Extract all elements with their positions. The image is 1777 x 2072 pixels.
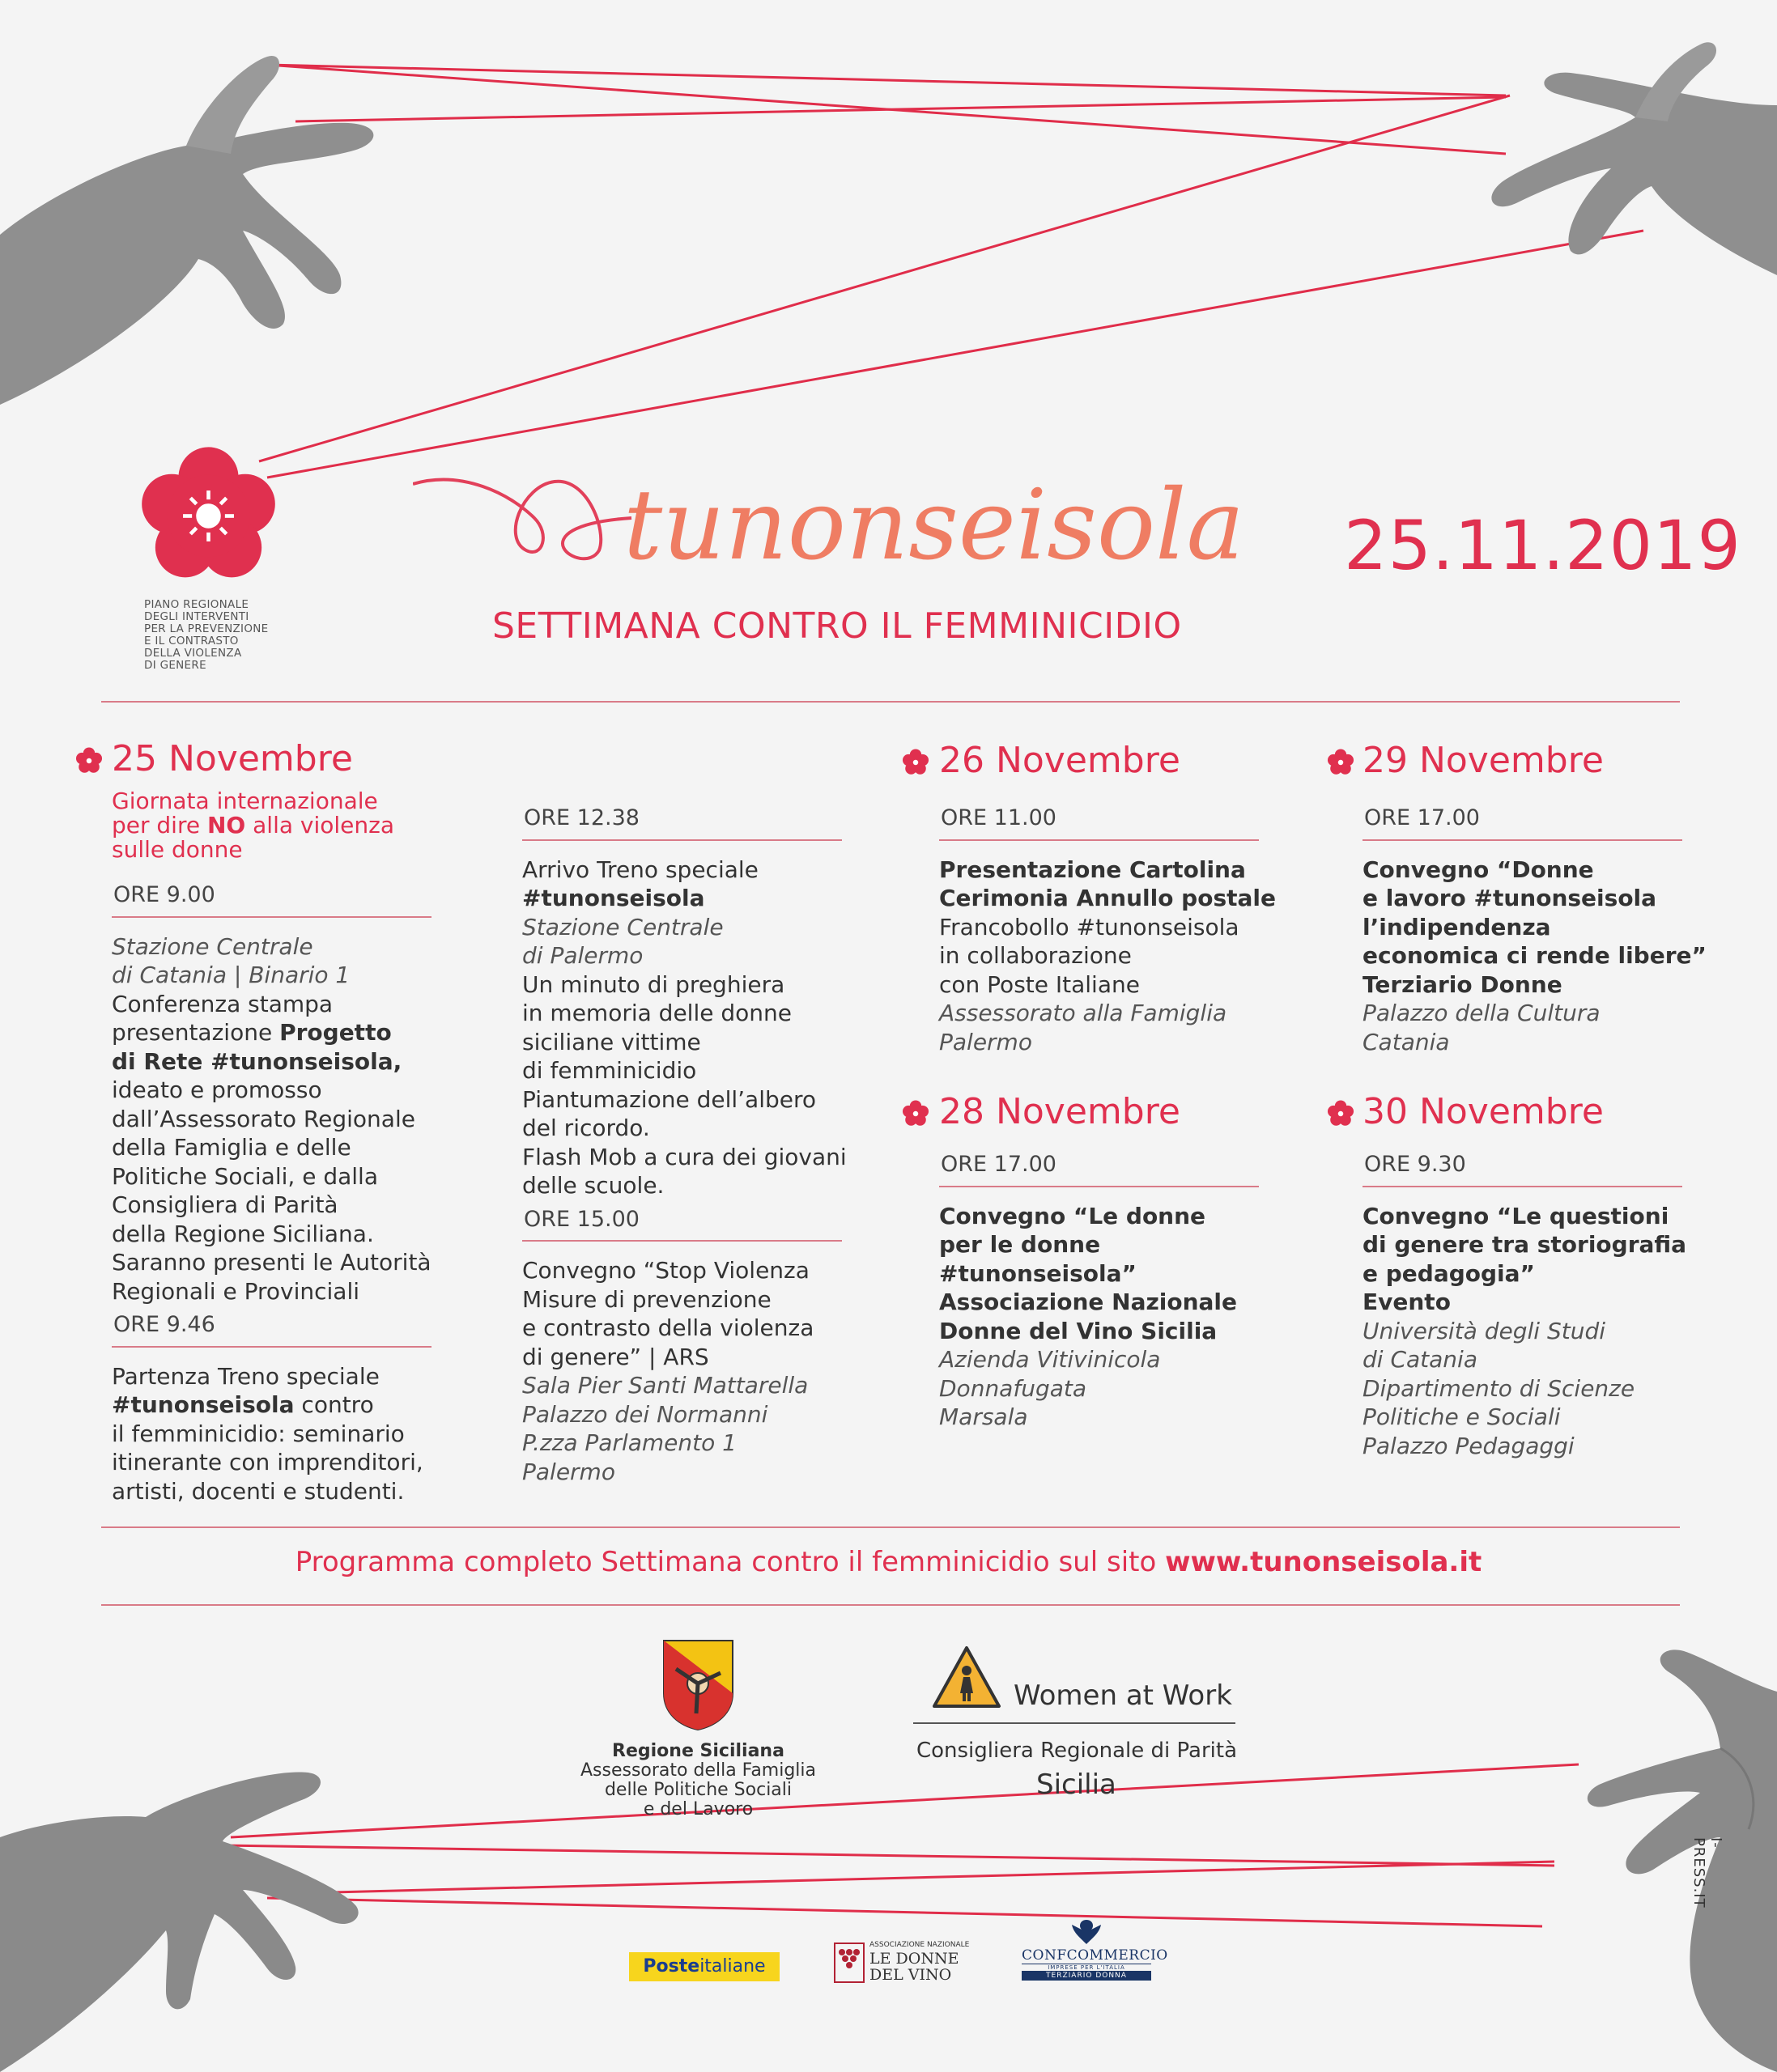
- footer-divider-top: [101, 1526, 1680, 1528]
- column-day5: ORE 9.30 Convegno “Le questioni di genere tra storiografia e pedagogia” Evento Università degli Studi di Catania Dipartimento di Scienze Politiche e Sociali Palazzo Pedagaggi: [1363, 1152, 1687, 1459]
- column-day2: ORE 11.00 Presentazione Cartolina Cerimonia Annullo postale Francobollo #tunonseisola in collaborazione con Poste Italiane Assessorato alla Famiglia Palermo: [939, 805, 1276, 1055]
- time-label: ORE 9.46: [112, 1310, 431, 1348]
- footer-divider-bottom: [101, 1604, 1680, 1606]
- hand-top-right: [1328, 32, 1777, 324]
- header-divider: [101, 701, 1680, 703]
- flower-icon: [901, 1099, 930, 1128]
- flower-icon: [74, 746, 104, 775]
- program-url-link[interactable]: www.tunonseisola.it: [1165, 1546, 1482, 1578]
- time-label: ORE 17.00: [939, 1150, 1259, 1187]
- flower-icon: [1326, 748, 1355, 777]
- women-at-work-warning-icon: [931, 1645, 1002, 1709]
- day-title-30: 30 Novembre: [1363, 1091, 1604, 1132]
- time-label: ORE 9.30: [1363, 1150, 1682, 1187]
- page-subtitle: SETTIMANA CONTRO IL FEMMINICIDIO: [492, 605, 1182, 647]
- day-title-29: 29 Novembre: [1363, 740, 1604, 781]
- sicilia-text: Sicilia: [1036, 1768, 1116, 1801]
- flower-icon: [901, 748, 930, 777]
- credit-text: I-PRESS.IT: [1690, 1837, 1724, 1909]
- time-label: ORE 17.00: [1363, 804, 1682, 841]
- column-day4: ORE 17.00 Convegno “Donne e lavoro #tunonseisola l’indipendenza economica ci rende libere” Terziario Donne Palazzo della Cultura Catania: [1363, 805, 1707, 1055]
- poste-italiane-logo: Posteitaliane: [629, 1952, 780, 1981]
- day1-intro: Giornata internazionale per dire NO alla violenza sulle donne: [112, 788, 395, 863]
- time-label: ORE 9.00: [112, 881, 431, 918]
- confcommercio-logo: CONFCOMMERCIO IMPRESE PER L'ITALIA TERZIARIO DONNA: [1022, 1917, 1151, 1988]
- donne-del-vino-logo: ASSOCIAZIONE NAZIONALE LE DONNE DEL VINO: [834, 1941, 963, 1985]
- time-label: ORE 15.00: [522, 1205, 842, 1242]
- column-day3: ORE 17.00 Convegno “Le donne per le donne #tunonseisola” Associazione Nazionale Donne del Vino Sicilia Azienda Vitivinicola Donnafugata Marsala: [939, 1150, 1259, 1432]
- flower-icon: [1326, 1099, 1355, 1128]
- grape-icon: [834, 1942, 865, 1983]
- column-day1-morning: ORE 9.00 Stazione Centrale di Catania | Binario 1 Conferenza stampa presentazione Progetto di Rete #tunonseisola, ideato e promosso dall’Assessorato Regionale della Famiglia e delle Politiche Sociali, e dalla Consigliera di Parità della Regione Siciliana. Saranno presenti le Autorità Regionali e Provinciali ORE 9.46 Partenza Treno speciale #tunonseisola contro il femminicidio: seminario itinerante con imprenditori, artisti, docenti e studenti.: [112, 882, 431, 1505]
- brand-script-title: [413, 437, 1255, 591]
- regione-siciliana-crest-icon: [660, 1637, 737, 1732]
- day-title-25: 25 Novembre: [112, 738, 353, 779]
- regione-siciliana-text: Regione Siciliana Assessorato della Famiglia delle Politiche Sociali e del Lavoro: [580, 1741, 817, 1819]
- hand-top-left: [0, 32, 502, 413]
- logo-caption: PIANO REGIONALE DEGLI INTERVENTI PER LA PREVENZIONE E IL CONTRASTO DELLA VIOLENZA DI GENERE: [144, 598, 269, 672]
- time-label: ORE 11.00: [939, 804, 1259, 841]
- column-day1-afternoon: ORE 12.38 Arrivo Treno speciale #tunonseisola Stazione Centrale di Palermo Un minuto di preghiera in memoria delle donne siciliane vittime di femminicidio Piantumazione dell’albero del ricordo. Flash Mob a cura dei giovani delle scuole. ORE 15.00 Convegno “Stop Violenza Misure di prevenzione e contrasto della violenza di genere” | ARS Sala Pier Santi Mattarella Palazzo dei Normanni P.zza Parlamento 1 Palermo: [522, 805, 847, 1485]
- eagle-icon: [1069, 1917, 1104, 1947]
- event-date: 25.11.2019: [1344, 506, 1741, 585]
- women-at-work-label: Women at Work: [1014, 1679, 1232, 1712]
- day-title-26: 26 Novembre: [939, 740, 1180, 781]
- program-link-line: Programma completo Settimana contro il femminicidio sul sito www.tunonseisola.it: [295, 1546, 1482, 1578]
- women-at-work-underline: [913, 1722, 1235, 1724]
- consigliera-text: Consigliera Regionale di Parità: [916, 1739, 1238, 1763]
- flower-logo-icon: [134, 441, 283, 591]
- hand-bottom-right: [1441, 1643, 1777, 2072]
- time-label: ORE 12.38: [522, 804, 842, 841]
- brand-script-text: tunonseisola: [623, 469, 1245, 582]
- day-title-28: 28 Novembre: [939, 1091, 1180, 1132]
- hand-bottom-left: [0, 1748, 380, 2072]
